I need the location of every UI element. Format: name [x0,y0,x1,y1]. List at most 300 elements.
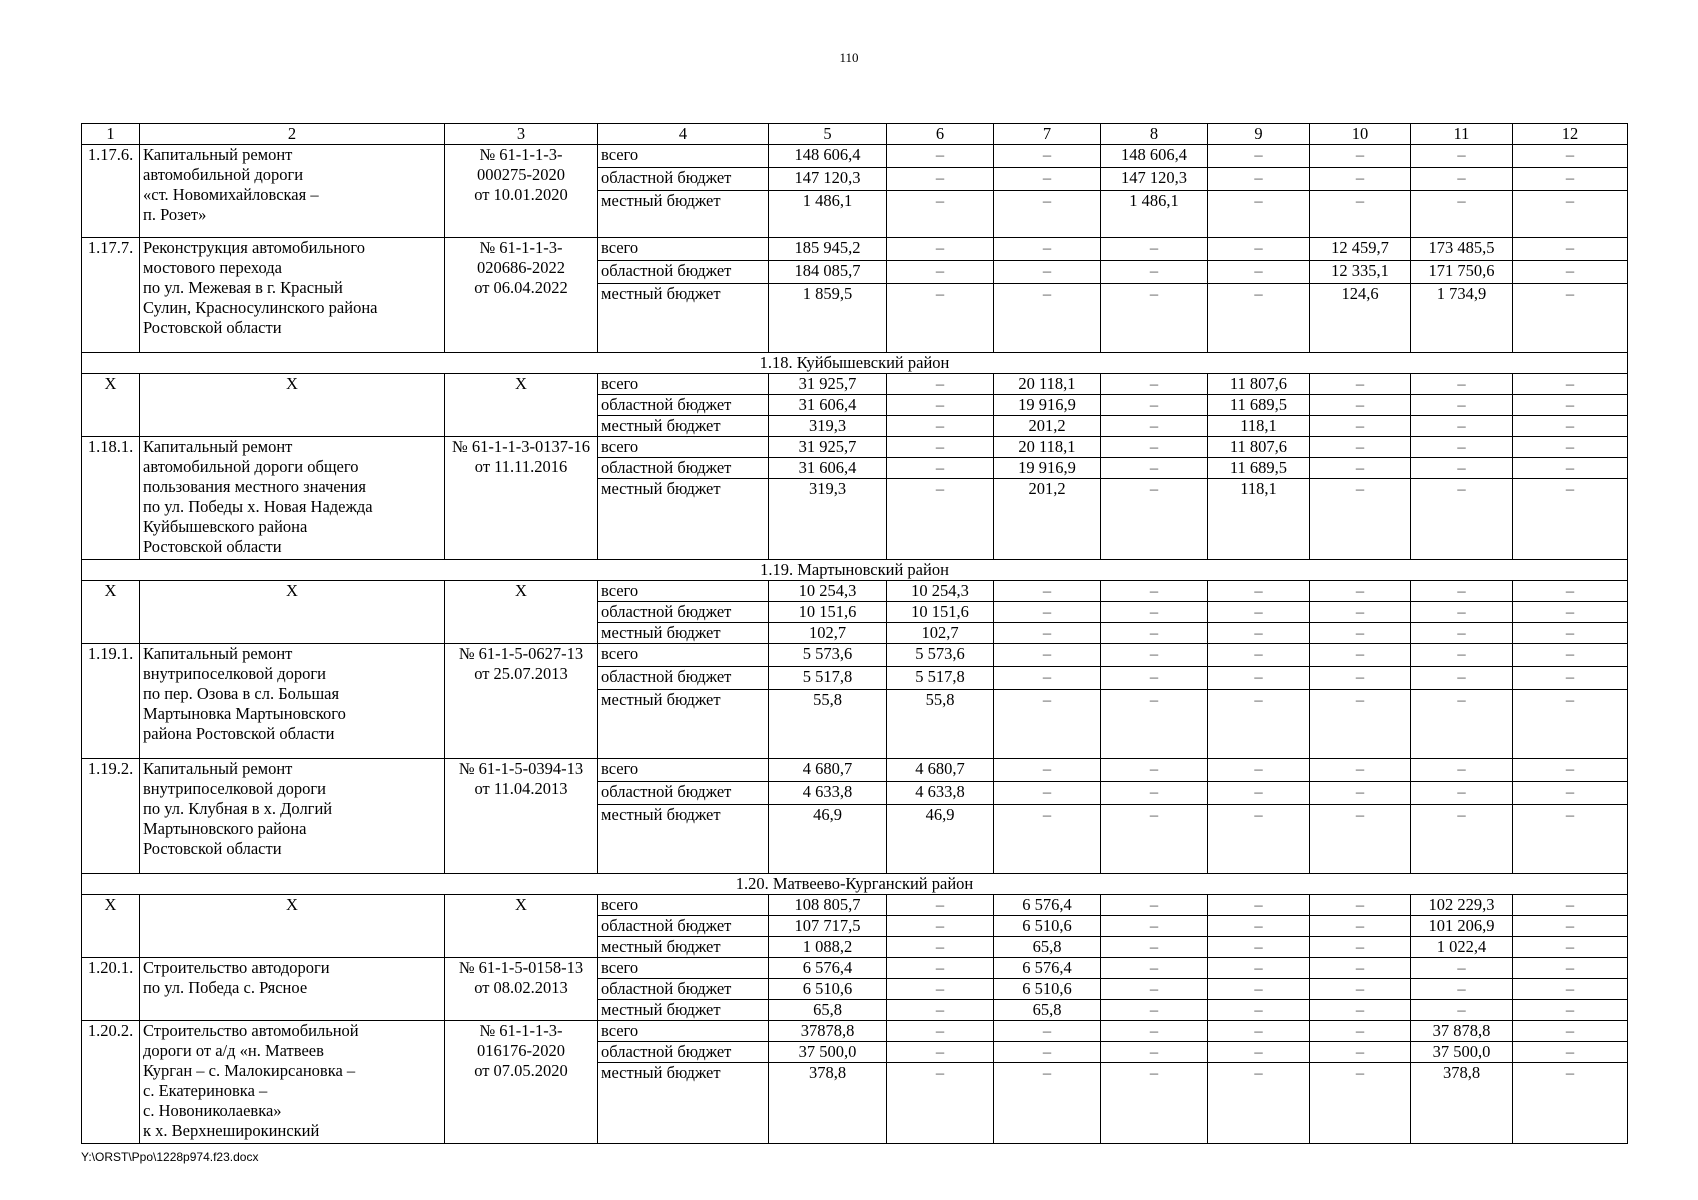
item-name-line: внутрипоселковой дороги [143,779,326,798]
value-cell: – [887,191,994,238]
value-cell: 147 120,3 [769,168,887,191]
table-row [82,895,1628,916]
funding-source: областной бюджет [598,395,769,416]
item-number: Х [82,895,140,958]
value-cell: – [1411,1000,1513,1021]
column-header: 7 [994,124,1101,145]
value-cell: 201,2 [994,416,1101,437]
value-cell: – [1208,690,1310,759]
page-number: 110 [839,50,859,65]
item-number: 1.20.1. [82,958,140,1021]
value-cell: – [994,644,1101,667]
value-cell: 31 925,7 [769,437,887,458]
value-cell: – [1310,1021,1411,1042]
item-name [140,759,445,874]
value-cell: – [1411,581,1513,602]
item-name-line: по ул. Межевая в г. Красный [143,278,343,297]
funding-source: областной бюджет [598,916,769,937]
value-cell: – [887,937,994,958]
value-cell: – [1310,168,1411,191]
funding-source: областной бюджет [598,168,769,191]
value-cell: 11 807,6 [1208,374,1310,395]
column-header: 9 [1208,124,1310,145]
value-cell: – [1310,623,1411,644]
item-name-line: с. Екатериновка – [143,1081,268,1100]
value-cell: – [1411,395,1513,416]
item-name-line: п. Розет» [143,205,207,224]
funding-source: областной бюджет [598,1042,769,1063]
value-cell: – [1208,581,1310,602]
value-cell: – [994,145,1101,168]
item-document [445,759,598,874]
funding-source: областной бюджет [598,602,769,623]
funding-source: местный бюджет [598,416,769,437]
item-name-line: Ростовской области [143,318,282,337]
value-cell: 31 606,4 [769,395,887,416]
value-cell: – [1101,979,1208,1000]
item-document-line: № 61-1-1-3- [479,1021,563,1040]
item-name-line: Строительство автомобильной [143,1021,359,1040]
item-name-line: пользования местного значения [143,477,366,496]
value-cell: – [1101,1042,1208,1063]
value-cell: – [1101,284,1208,353]
value-cell: 65,8 [769,1000,887,1021]
value-cell: 1 486,1 [1101,191,1208,238]
funding-source: всего [598,1021,769,1042]
value-cell: 4 633,8 [769,782,887,805]
value-cell: – [1513,458,1628,479]
value-cell: 31 606,4 [769,458,887,479]
value-cell: 11 689,5 [1208,395,1310,416]
value-cell: – [1101,805,1208,874]
value-cell: – [1310,145,1411,168]
budget-table [81,123,1628,1144]
value-cell: – [1310,916,1411,937]
value-cell: 37878,8 [769,1021,887,1042]
value-cell: – [994,261,1101,284]
footer-file-path: Y:\ORST\Ppo\1228p974.f23.docx [81,1150,259,1164]
table-row [82,238,1628,261]
value-cell: – [1310,1063,1411,1144]
item-number: Х [82,581,140,644]
value-cell: – [887,145,994,168]
value-cell: – [1513,895,1628,916]
value-cell: – [1310,1042,1411,1063]
funding-source: местный бюджет [598,191,769,238]
value-cell: – [994,667,1101,690]
value-cell: – [1513,759,1628,782]
value-cell: 37 878,8 [1411,1021,1513,1042]
item-number: 1.20.2. [82,1021,140,1144]
value-cell: – [1310,458,1411,479]
value-cell: – [1513,958,1628,979]
value-cell: 6 576,4 [994,958,1101,979]
value-cell: – [1513,1021,1628,1042]
item-document [445,374,598,437]
value-cell: – [1513,916,1628,937]
value-cell: – [887,458,994,479]
value-cell: – [1513,168,1628,191]
funding-source: всего [598,374,769,395]
value-cell: – [1411,437,1513,458]
column-header: 4 [598,124,769,145]
value-cell: 148 606,4 [769,145,887,168]
value-cell: 201,2 [994,479,1101,560]
value-cell: 1 734,9 [1411,284,1513,353]
section-row [82,874,1628,895]
value-cell: – [1101,1063,1208,1144]
value-cell: 6 576,4 [994,895,1101,916]
value-cell: – [1208,782,1310,805]
item-name-line: Мартыновка Мартыновского [143,704,346,723]
value-cell: – [1208,1042,1310,1063]
value-cell: 107 717,5 [769,916,887,937]
column-header: 3 [445,124,598,145]
funding-source: местный бюджет [598,937,769,958]
value-cell: – [887,916,994,937]
value-cell: – [1101,479,1208,560]
value-cell: – [1513,261,1628,284]
item-name-line: по ул. Победа с. Рясное [143,978,308,997]
value-cell: 11 689,5 [1208,458,1310,479]
item-document [445,145,598,238]
value-cell: 319,3 [769,416,887,437]
value-cell: 171 750,6 [1411,261,1513,284]
item-number: Х [82,374,140,437]
item-document [445,437,598,560]
value-cell: 4 633,8 [887,782,994,805]
value-cell: – [1310,759,1411,782]
value-cell: – [1208,916,1310,937]
header-row [82,124,1628,145]
value-cell: – [1208,805,1310,874]
value-cell: – [887,1042,994,1063]
funding-source: всего [598,644,769,667]
value-cell: – [1101,416,1208,437]
value-cell: – [1208,937,1310,958]
value-cell: – [887,168,994,191]
value-cell: – [1101,458,1208,479]
item-document [445,958,598,1021]
value-cell: 65,8 [994,937,1101,958]
value-cell: – [1513,416,1628,437]
value-cell: – [1513,690,1628,759]
value-cell: – [994,238,1101,261]
item-name-line: к х. Верхнеширокинский [143,1121,320,1140]
value-cell: – [1101,958,1208,979]
value-cell: – [1411,979,1513,1000]
value-cell: – [1101,782,1208,805]
item-document [445,644,598,759]
value-cell: 20 118,1 [994,437,1101,458]
section-title: 1.20. Матвеево-Курганский район [82,874,1628,895]
value-cell: 101 206,9 [1411,916,1513,937]
value-cell: 319,3 [769,479,887,560]
item-document-line: 000275-2020 [477,165,565,184]
section-title: 1.19. Мартыновский район [82,560,1628,581]
value-cell: 147 120,3 [1101,168,1208,191]
value-cell: – [1101,644,1208,667]
value-cell: – [1513,782,1628,805]
value-cell: – [1411,805,1513,874]
value-cell: 173 485,5 [1411,238,1513,261]
table-row [82,644,1628,667]
item-number: 1.19.1. [82,644,140,759]
value-cell: 11 807,6 [1208,437,1310,458]
value-cell: – [994,168,1101,191]
value-cell: – [1208,168,1310,191]
value-cell: – [1411,145,1513,168]
item-document-line: № 61-1-5-0394-13 [458,759,584,778]
value-cell: – [1513,1063,1628,1144]
table-row [82,759,1628,782]
value-cell: – [1411,458,1513,479]
value-cell: – [887,437,994,458]
value-cell: 6 510,6 [994,979,1101,1000]
item-name-line: автомобильной дороги общего [143,457,359,476]
item-name-line: мостового перехода [143,258,282,277]
value-cell: 37 500,0 [1411,1042,1513,1063]
item-name-line: Ростовской области [143,839,282,858]
value-cell: – [1101,759,1208,782]
value-cell: – [1411,690,1513,759]
value-cell: – [1310,979,1411,1000]
value-cell: – [994,581,1101,602]
item-name-line: Х [286,374,298,393]
value-cell: – [1513,479,1628,560]
funding-source: областной бюджет [598,458,769,479]
value-cell: 65,8 [994,1000,1101,1021]
value-cell: – [1411,958,1513,979]
item-document-line: от 25.07.2013 [474,664,568,683]
item-document-line: от 08.02.2013 [474,978,568,997]
value-cell: 6 576,4 [769,958,887,979]
value-cell: – [1208,979,1310,1000]
funding-source: местный бюджет [598,1063,769,1144]
value-cell: 5 573,6 [887,644,994,667]
funding-source: всего [598,238,769,261]
value-cell: – [1101,916,1208,937]
item-document-line: от 10.01.2020 [474,185,568,204]
item-name-line: Капитальный ремонт [143,759,293,778]
section-row [82,353,1628,374]
value-cell: – [1513,667,1628,690]
value-cell: – [1310,416,1411,437]
value-cell: – [994,623,1101,644]
value-cell: – [1513,395,1628,416]
value-cell: – [1208,1021,1310,1042]
value-cell: 10 254,3 [887,581,994,602]
value-cell: – [1101,1000,1208,1021]
value-cell: 378,8 [769,1063,887,1144]
value-cell: – [1101,895,1208,916]
item-name-line: Строительство автодороги [143,958,330,977]
column-header: 2 [140,124,445,145]
item-name-line: Х [286,581,298,600]
section-title: 1.18. Куйбышевский район [82,353,1628,374]
item-document-line: от 11.11.2016 [474,457,568,476]
value-cell: 19 916,9 [994,395,1101,416]
value-cell: 31 925,7 [769,374,887,395]
item-name-line: автомобильной дороги [143,165,304,184]
value-cell: 1 486,1 [769,191,887,238]
value-cell: – [1101,437,1208,458]
value-cell: – [1101,374,1208,395]
value-cell: 102,7 [769,623,887,644]
value-cell: – [1101,238,1208,261]
value-cell: – [887,958,994,979]
value-cell: – [1513,1000,1628,1021]
item-document [445,238,598,353]
funding-source: областной бюджет [598,261,769,284]
item-name-line: внутрипоселковой дороги [143,664,326,683]
item-document-line: № 61-1-1-3- [479,145,563,164]
value-cell: 5 573,6 [769,644,887,667]
value-cell: – [1310,782,1411,805]
column-header: 6 [887,124,994,145]
value-cell: – [887,1021,994,1042]
item-name-line: «ст. Новомихайловская – [143,185,319,204]
table-row [82,958,1628,979]
item-document-line: 016176-2020 [477,1041,565,1060]
value-cell: – [1310,191,1411,238]
item-name-line: Ростовской области [143,537,282,556]
value-cell: – [1208,238,1310,261]
item-number: 1.18.1. [82,437,140,560]
item-number: 1.17.7. [82,238,140,353]
item-name [140,437,445,560]
value-cell: – [1310,937,1411,958]
value-cell: – [1208,623,1310,644]
item-document-line: № 61-1-1-3- [479,238,563,257]
item-name-line: Куйбышевского района [143,517,308,536]
value-cell: 12 335,1 [1310,261,1411,284]
value-cell: – [994,284,1101,353]
item-document-line: № 61-1-5-0627-13 [458,644,584,663]
value-cell: – [887,416,994,437]
value-cell: – [1208,261,1310,284]
value-cell: – [1411,644,1513,667]
value-cell: 148 606,4 [1101,145,1208,168]
value-cell: – [887,261,994,284]
value-cell: – [1411,602,1513,623]
value-cell: – [994,759,1101,782]
item-document-line: № 61-1-5-0158-13 [458,958,584,977]
value-cell: – [1411,623,1513,644]
value-cell: – [1101,602,1208,623]
value-cell: – [1513,284,1628,353]
value-cell: – [1513,602,1628,623]
item-name [140,581,445,644]
value-cell: – [1208,1000,1310,1021]
column-header: 1 [82,124,140,145]
value-cell: – [994,1042,1101,1063]
value-cell: – [994,690,1101,759]
funding-source: местный бюджет [598,284,769,353]
value-cell: – [1310,374,1411,395]
value-cell: – [1513,979,1628,1000]
value-cell: 20 118,1 [994,374,1101,395]
item-number: 1.17.6. [82,145,140,238]
value-cell: 46,9 [769,805,887,874]
value-cell: 10 151,6 [887,602,994,623]
funding-source: всего [598,958,769,979]
value-cell: – [1208,191,1310,238]
value-cell: 1 859,5 [769,284,887,353]
value-cell: 55,8 [769,690,887,759]
value-cell: 12 459,7 [1310,238,1411,261]
value-cell: – [887,238,994,261]
item-name [140,145,445,238]
item-name [140,374,445,437]
value-cell: 4 680,7 [887,759,994,782]
section-row [82,560,1628,581]
item-name-line: по ул. Победы х. Новая Надежда [143,497,373,516]
item-document [445,1021,598,1144]
table-row [82,437,1628,458]
value-cell: – [887,395,994,416]
item-name [140,238,445,353]
value-cell: – [887,979,994,1000]
value-cell: 102,7 [887,623,994,644]
value-cell: – [1411,374,1513,395]
value-cell: – [1411,416,1513,437]
table-row [82,581,1628,602]
value-cell: – [1208,644,1310,667]
item-name-line: Капитальный ремонт [143,437,293,456]
value-cell: – [887,479,994,560]
value-cell: 5 517,8 [887,667,994,690]
value-cell: – [1310,395,1411,416]
value-cell: – [1513,437,1628,458]
value-cell: – [1208,895,1310,916]
value-cell: 37 500,0 [769,1042,887,1063]
value-cell: – [1101,261,1208,284]
funding-source: местный бюджет [598,479,769,560]
value-cell: 5 517,8 [769,667,887,690]
value-cell: – [994,602,1101,623]
value-cell: 108 805,7 [769,895,887,916]
funding-source: всего [598,581,769,602]
item-number: 1.19.2. [82,759,140,874]
value-cell: – [1101,667,1208,690]
column-header: 11 [1411,124,1513,145]
funding-source: всего [598,895,769,916]
item-document-line: Х [515,581,527,600]
item-name-line: Сулин, Красносулинского района [143,298,378,317]
item-name-line: Х [286,895,298,914]
value-cell: – [1411,667,1513,690]
value-cell: – [1513,937,1628,958]
value-cell: – [994,1021,1101,1042]
item-name-line: Мартыновского района [143,819,307,838]
value-cell: – [1513,1042,1628,1063]
value-cell: – [1310,690,1411,759]
table-row [82,1021,1628,1042]
value-cell: 6 510,6 [769,979,887,1000]
item-document-line: Х [515,895,527,914]
value-cell: 118,1 [1208,479,1310,560]
value-cell: – [1411,759,1513,782]
value-cell: – [1310,479,1411,560]
item-name-line: Курган – с. Малокирсановка – [143,1061,356,1080]
funding-source: областной бюджет [598,667,769,690]
value-cell: – [1513,238,1628,261]
item-name [140,895,445,958]
value-cell: 10 151,6 [769,602,887,623]
funding-source: местный бюджет [598,1000,769,1021]
value-cell: – [994,191,1101,238]
